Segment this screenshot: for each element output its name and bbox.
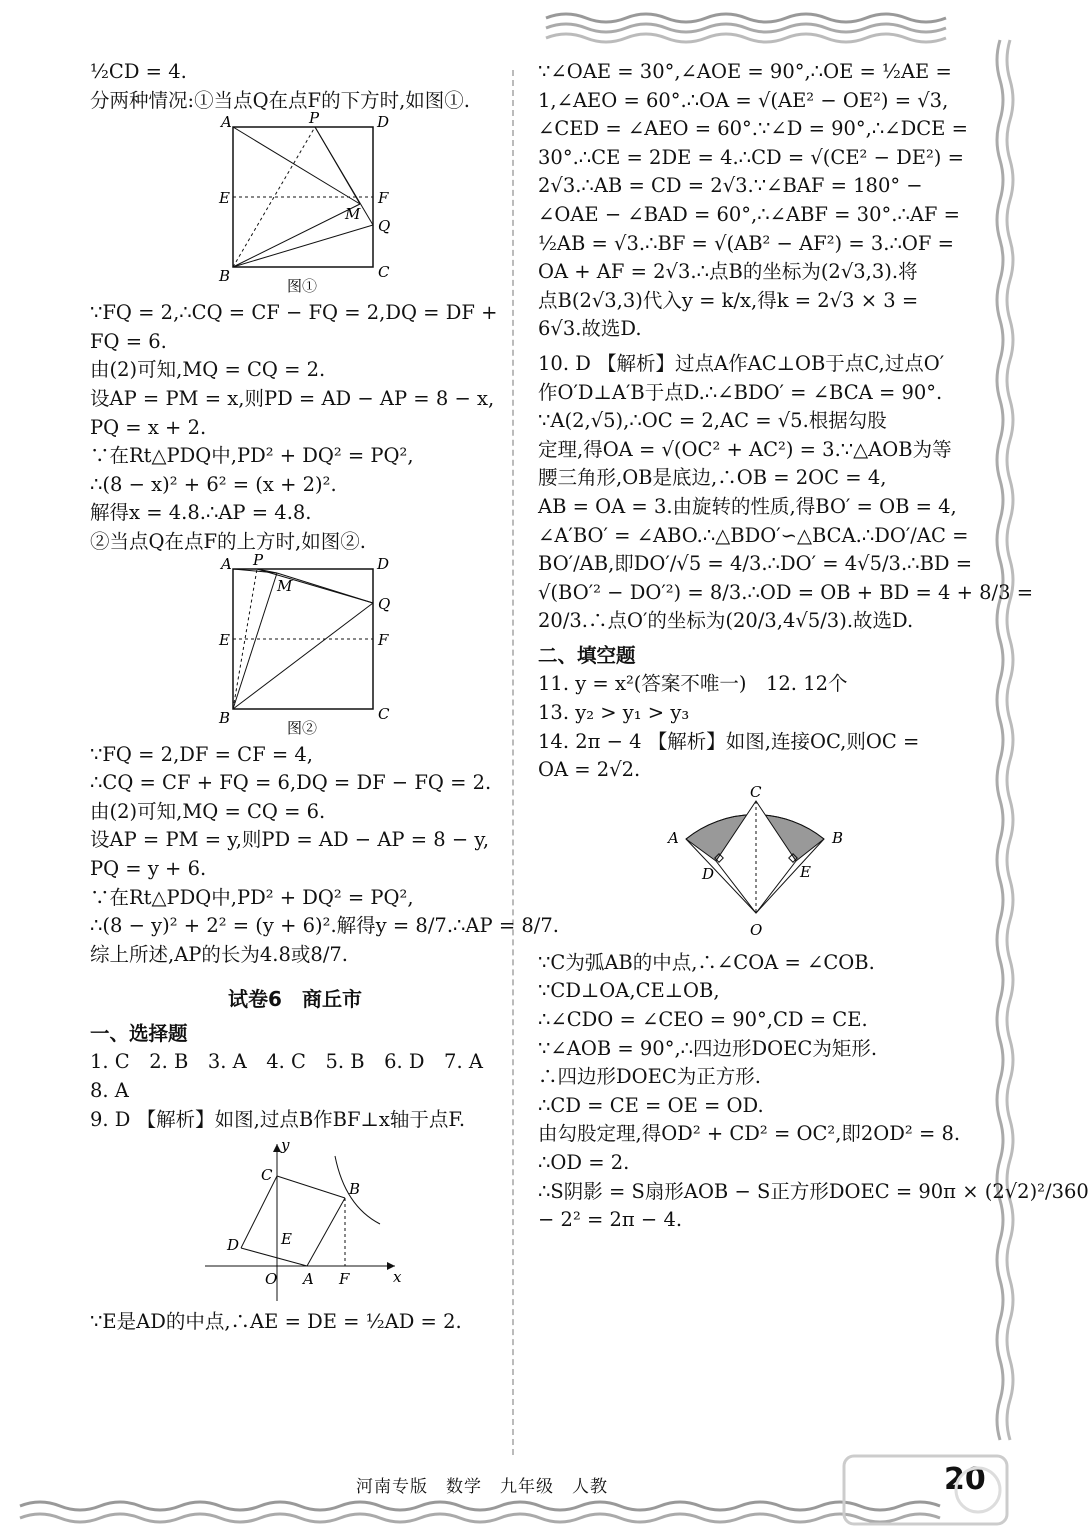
figure-2-square-diagram [195, 550, 395, 739]
text-line: ∵CD⊥OA,CE⊥OB, [538, 979, 720, 1003]
fig4-label: D [702, 864, 715, 883]
fig3-label: A [303, 1270, 314, 1289]
fig2-label: M [277, 576, 293, 595]
text-line: 点B(2√3,3)代入y = k/x,得k = 2√3 × 3 = [538, 288, 919, 312]
fig2-caption: 图② [287, 718, 318, 737]
fig2-label: F [378, 630, 389, 649]
section-title: 试卷6 商丘市 [228, 987, 362, 1012]
question-10-line: 10. D 【解析】过点A作AC⊥OB于点C,过点O′ [538, 351, 945, 375]
text-line: 2√3.∴AB = CD = 2√3.∵∠BAF = 180° − [538, 174, 923, 198]
fig2-label: P [253, 550, 264, 569]
fig2-label: Q [378, 594, 391, 613]
question-10-line: 腰三角形,OB是底边,∴OB = 2OC = 4, [538, 466, 887, 490]
fig3-label: F [339, 1270, 350, 1289]
answer-line: 1. C 2. B 3. A 4. C 5. B 6. D 7. A [90, 1050, 483, 1074]
text-line: 由勾股定理,得OD² + CD² = OC²,即2OD² = 8. [538, 1122, 961, 1146]
fig1-label: F [378, 189, 389, 208]
text-line: OA + AF = 2√3.∴点B的坐标为(2√3,3).将 [538, 260, 918, 284]
figure-1-square-diagram [195, 109, 395, 297]
text-line: ∴OD = 2. [538, 1151, 630, 1174]
fig3-label: x [393, 1268, 402, 1287]
question-9-intro: 9. D 【解析】如图,过点B作BF⊥x轴于点F. [90, 1107, 466, 1131]
text-line: ∴CQ = CF + FQ = 6,DQ = DF − FQ = 2. [90, 771, 492, 795]
question-10-line: BO′/AB,即DO′/√5 = 4/3.∴DO′ = 4√5/3.∴BD = [538, 552, 973, 576]
answer-line: 8. A [90, 1079, 129, 1103]
text-line: ∴CD = CE = OE = OD. [538, 1093, 764, 1117]
fig3-label: C [261, 1166, 273, 1185]
text-line: ∵FQ = 2,DF = CF = 4, [90, 742, 313, 766]
fig3-label: E [281, 1230, 292, 1249]
fig1-label: Q [378, 217, 391, 236]
left-column [90, 58, 559, 1337]
text-line: ∠OAE − ∠BAD = 60°,∴∠ABF = 30°.∴AF = [538, 202, 961, 226]
text-line: 解得x = 4.8.∴AP = 4.8. [90, 501, 312, 525]
text-line: ∵C为弧AB的中点,∴∠COA = ∠COB. [538, 950, 875, 974]
question-10-line: 作O′D⊥A′B于点D.∴∠BDO′ = ∠BCA = 90°. [538, 380, 943, 404]
fill-answer-line: 13. y₂ > y₁ > y₃ [538, 701, 690, 725]
text-line: ½AB = √3.∴BF = √(AB² − AF²) = 3.∴OF = [538, 231, 954, 255]
text-line: 1,∠AEO = 60°.∴OA = √(AE² − OE²) = √3, [538, 88, 949, 112]
question-9-tail: ∵E是AD的中点,∴AE = DE = ½AD = 2. [90, 1310, 462, 1334]
text-line: ∵在Rt△PDQ中,PD² + DQ² = PQ², [90, 444, 414, 468]
text-line: 设AP = PM = y,则PD = AD − AP = 8 − y, [90, 828, 490, 852]
bottom-wave-decoration [20, 1496, 940, 1536]
text-line: ∠CED = ∠AEO = 60°.∵∠D = 90°,∴∠DCE = [538, 117, 968, 141]
right-column [538, 58, 1089, 1235]
fig2-label: E [219, 630, 230, 649]
fig2-label: C [378, 704, 390, 723]
text-line: 由(2)可知,MQ = CQ = 2. [90, 358, 326, 382]
question-10-line: AB = OA = 3.由旋转的性质,得BO′ = OB = 4, [538, 494, 957, 518]
fig4-label: A [668, 828, 679, 847]
text-line: ∴四边形DOEC为正方形. [538, 1065, 761, 1089]
column-divider [512, 70, 514, 1455]
fig1-label: E [219, 189, 230, 208]
fig2-label: D [377, 554, 390, 573]
page-footer: 河南专版 数学 九年级 人教 [356, 1477, 608, 1497]
text-line: ∴∠CDO = ∠CEO = 90°,CD = CE. [538, 1008, 868, 1032]
fig4-label: B [832, 828, 844, 847]
text-line: 30°.∴CE = 2DE = 4.∴CD = √(CE² − DE²) = [538, 145, 964, 169]
fig4-label: E [800, 862, 811, 881]
fig2-label: A [221, 554, 232, 573]
question-10-line: ∠A′BO′ = ∠ABO.∴△BDO′∽△BCA.∴DO′/AC = [538, 523, 969, 547]
fig1-label: M [345, 205, 361, 224]
text-line: − 2² = 2π − 4. [538, 1208, 683, 1232]
side-wave-decoration [994, 40, 1022, 1440]
fig3-label: O [265, 1270, 278, 1289]
figure-4-sector-diagram [646, 782, 866, 947]
text-line: ②当点Q在点F的上方时,如图②. [90, 529, 366, 553]
fig1-label: A [221, 113, 232, 132]
text-line: PQ = x + 2. [90, 415, 207, 439]
text-line: 设AP = PM = x,则PD = AD − AP = 8 − x, [90, 386, 495, 410]
section-heading: 一、选择题 [90, 1021, 188, 1045]
question-10-line: 20/3.∴点O′的坐标为(20/3,4√5/3).故选D. [538, 609, 914, 633]
figure-3-coordinate-diagram [185, 1136, 405, 1306]
page-number: 20 [944, 1462, 986, 1497]
fig4-label: O [750, 920, 763, 939]
text-line: ∴(8 − x)² + 6² = (x + 2)². [90, 472, 337, 496]
top-wave-decoration [546, 8, 966, 52]
fig3-label: D [227, 1236, 240, 1255]
question-10-line: 定理,得OA = √(OC² + AC²) = 3.∵△AOB为等 [538, 437, 952, 461]
text-line: FQ = 6. [90, 329, 167, 353]
text-line: ∴(8 − y)² + 2² = (y + 6)².解得y = 8/7.∴AP = 8/7. [90, 914, 559, 938]
text-line: ∵在Rt△PDQ中,PD² + DQ² = PQ², [90, 885, 414, 909]
fig3-label: y [281, 1136, 290, 1155]
text-line: ∴S阴影 = S扇形AOB − S正方形DOEC = 90π × (2√2)²/360 [538, 1179, 1089, 1203]
question-10-line: ∵A(2,√5),∴OC = 2,AC = √5.根据勾股 [538, 409, 887, 433]
fig1-label: C [378, 263, 390, 282]
question-10-line: √(BO′² − DO′²) = 8/3.∴OD = OB + BD = 4 + 8/3 = [538, 580, 1034, 604]
fig1-label: B [219, 267, 231, 286]
text-line: ∵∠OAE = 30°,∠AOE = 90°,∴OE = ½AE = [538, 60, 952, 83]
section-heading: 二、填空题 [538, 643, 636, 667]
text-line: ½CD = 4. [90, 60, 187, 83]
fig2-label: B [219, 708, 231, 727]
text-line: 6√3.故选D. [538, 317, 642, 341]
text-line: ∵FQ = 2,∴CQ = CF − FQ = 2,DQ = DF + [90, 301, 498, 325]
fig3-label: B [349, 1180, 361, 1199]
fig4-label: C [750, 782, 762, 801]
fill-answer-line: 11. y = x²(答案不唯一) 12. 12个 [538, 672, 848, 696]
fig1-caption: 图① [287, 277, 318, 296]
text-line: 分两种情况:①当点Q在点F的下方时,如图①. [90, 88, 470, 112]
text-line: ∵∠AOB = 90°,∴四边形DOEC为矩形. [538, 1036, 878, 1060]
fig1-label: D [377, 113, 390, 132]
watermark-logo [838, 1450, 1013, 1530]
text-line: 由(2)可知,MQ = CQ = 6. [90, 799, 326, 823]
fill-answer-line: 14. 2π − 4 【解析】如图,连接OC,则OC = [538, 729, 920, 753]
fig1-label: P [309, 109, 320, 128]
text-line: PQ = y + 6. [90, 856, 207, 880]
text-line: 综上所述,AP的长为4.8或8/7. [90, 942, 348, 966]
fill-answer-line: OA = 2√2. [538, 758, 641, 782]
